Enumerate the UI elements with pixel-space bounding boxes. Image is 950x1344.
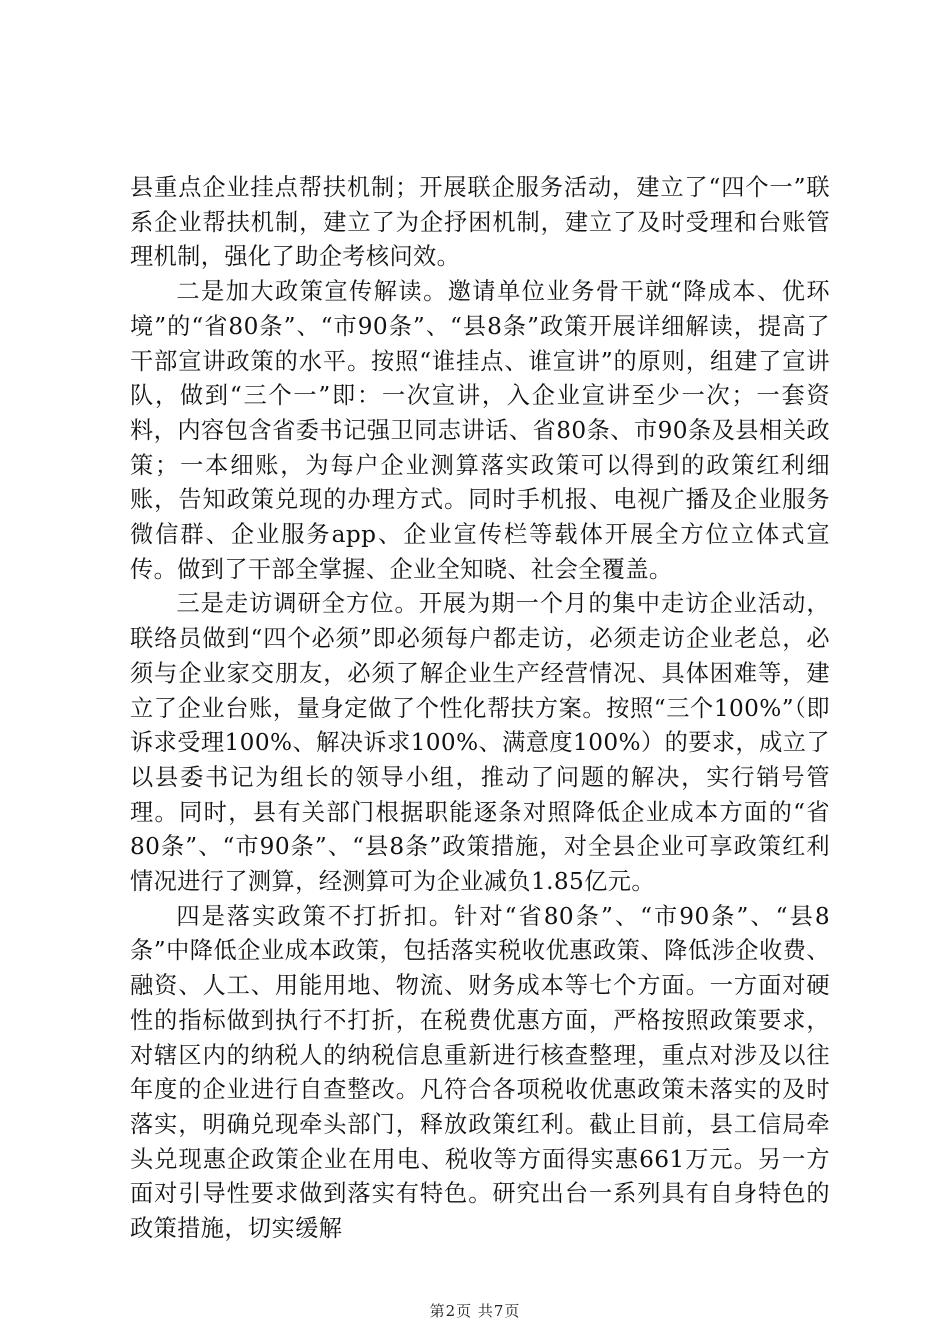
document-body (130, 171, 830, 1247)
page-number-footer: 第2页 共7页 (429, 1302, 521, 1320)
paragraph-3: 三是走访调研全方位。开展为期一个月的集中走访企业活动，联络员做到“四个必须”即必须每户都走访，必须走访企业老总，必须与企业家交朋友，必须了解企业生产经营情况、具体困难等，建立了企业台账，量身定做了个性化帮扶方案。按照“三个100%”（即诉求受理100%、解决诉求100%、满意度100%）的要求，成立了以县委书记为组长的领导小组，推动了问题的解决，实行销号管理。同时，县有关部门根据职能逐条对照降低企业成本方面的“省80条”、“市90条”、“县8条”政策措施，对全县企业可享政策红利情况进行了测算，经测算可为企业减负1.85亿元。 (130, 590, 830, 896)
paragraph-4: 四是落实政策不打折扣。针对“省80条”、“市90条”、“县8条”中降低企业成本政策，包括落实税收优惠政策、降低涉企收费、融资、人工、用能用地、物流、财务成本等七个方面。一方面对硬性的指标做到执行不打折，在税费优惠方面，严格按照政策要求，对辖区内的纳税人的纳税信息重新进行核查整理，重点对涉及以往年度的企业进行自查整改。凡符合各项税收优惠政策未落实的及时落实，明确兑现牵头部门，释放政策红利。截止目前，县工信局牵头兑现惠企政策企业在用电、税收等方面得实惠661万元。另一方面对引导性要求做到落实有特色。研究出台一系列具有自身特色的政策措施，切实缓解 (130, 902, 830, 1243)
paragraph-1: 县重点企业挂点帮扶机制；开展联企服务活动，建立了“四个一”联系企业帮扶机制，建立了为企抒困机制，建立了及时受理和台账管理机制，强化了助企考核问效。 (130, 174, 830, 271)
paragraph-2: 二是加大政策宣传解读。邀请单位业务骨干就“降成本、优环境”的“省80条”、“市90条”、“县8条”政策开展详细解读，提高了干部宣讲政策的水平。按照“谁挂点、谁宣讲”的原则，组建了宣讲队，做到“三个一”即：一次宣讲，入企业宣讲至少一次；一套资料，内容包含省委书记强卫同志讲话、省80条、市90条及县相关政策；一本细账，为每户企业测算落实政策可以得到的政策红利细账，告知政策兑现的办理方式。同时手机报、电视广播及企业服务微信群、企业服务app、企业宣传栏等载体开展全方位立体式宣传。做到了干部全掌握、企业全知晓、社会全覆盖。 (130, 278, 830, 583)
